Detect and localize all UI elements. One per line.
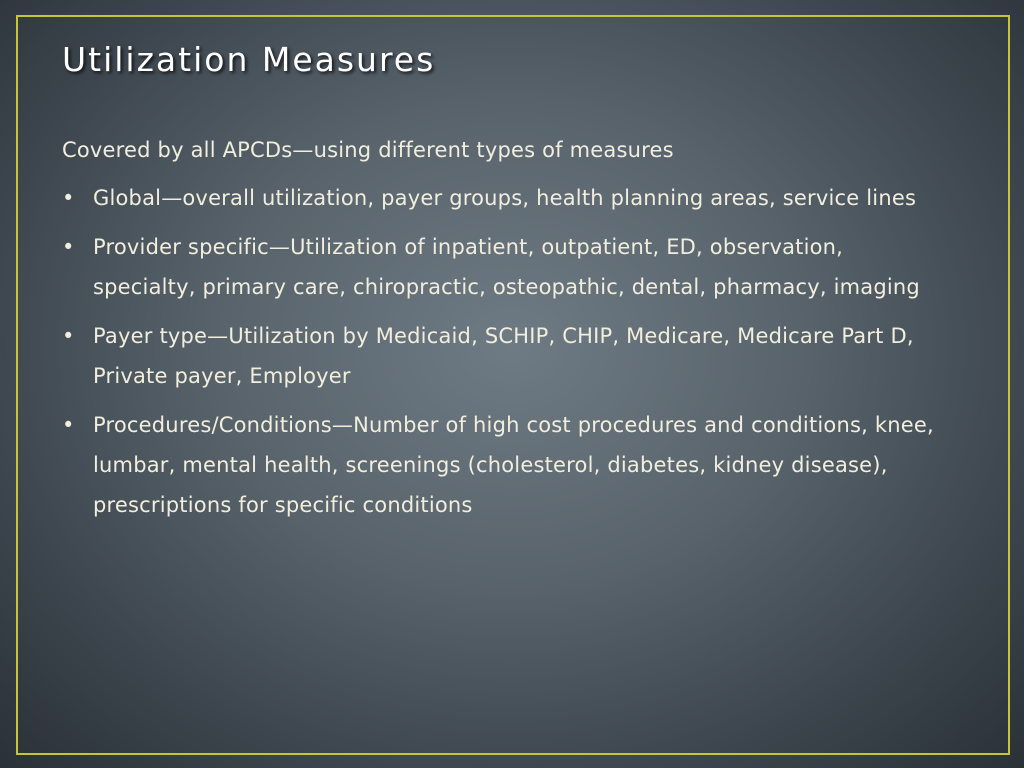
bullet-list	[62, 178, 942, 525]
bullet-text: Provider specific—Utilization of inpatient, outpatient, ED, observation, specialty, primary care, chiropractic, osteopathic, dental, pharmacy, imaging	[93, 235, 920, 299]
bullet-dot-icon: •	[62, 413, 75, 437]
bullet-text: Procedures/Conditions—Number of high cost procedures and conditions, knee, lumbar, mental health, screenings (cholesterol, diabetes, kidney disease), prescriptions for specific conditions	[93, 413, 934, 517]
bullet-item-global	[62, 178, 942, 218]
bullet-dot-icon: •	[62, 186, 75, 210]
bullet-item-procedures-conditions	[62, 405, 942, 525]
bullet-dot-icon: •	[62, 235, 75, 259]
slide-title: Utilization Measures	[62, 40, 436, 79]
intro-text: Covered by all APCDs—using different types of measures	[62, 138, 674, 162]
bullet-item-payer-type	[62, 316, 942, 396]
bullet-item-provider-specific	[62, 227, 942, 307]
bullet-text: Payer type—Utilization by Medicaid, SCHIP, CHIP, Medicare, Medicare Part D, Private payer, Employer	[93, 324, 914, 388]
slide-body	[62, 130, 942, 534]
bullet-text: Global—overall utilization, payer groups, health planning areas, service lines	[93, 186, 917, 210]
bullet-dot-icon: •	[62, 324, 75, 348]
